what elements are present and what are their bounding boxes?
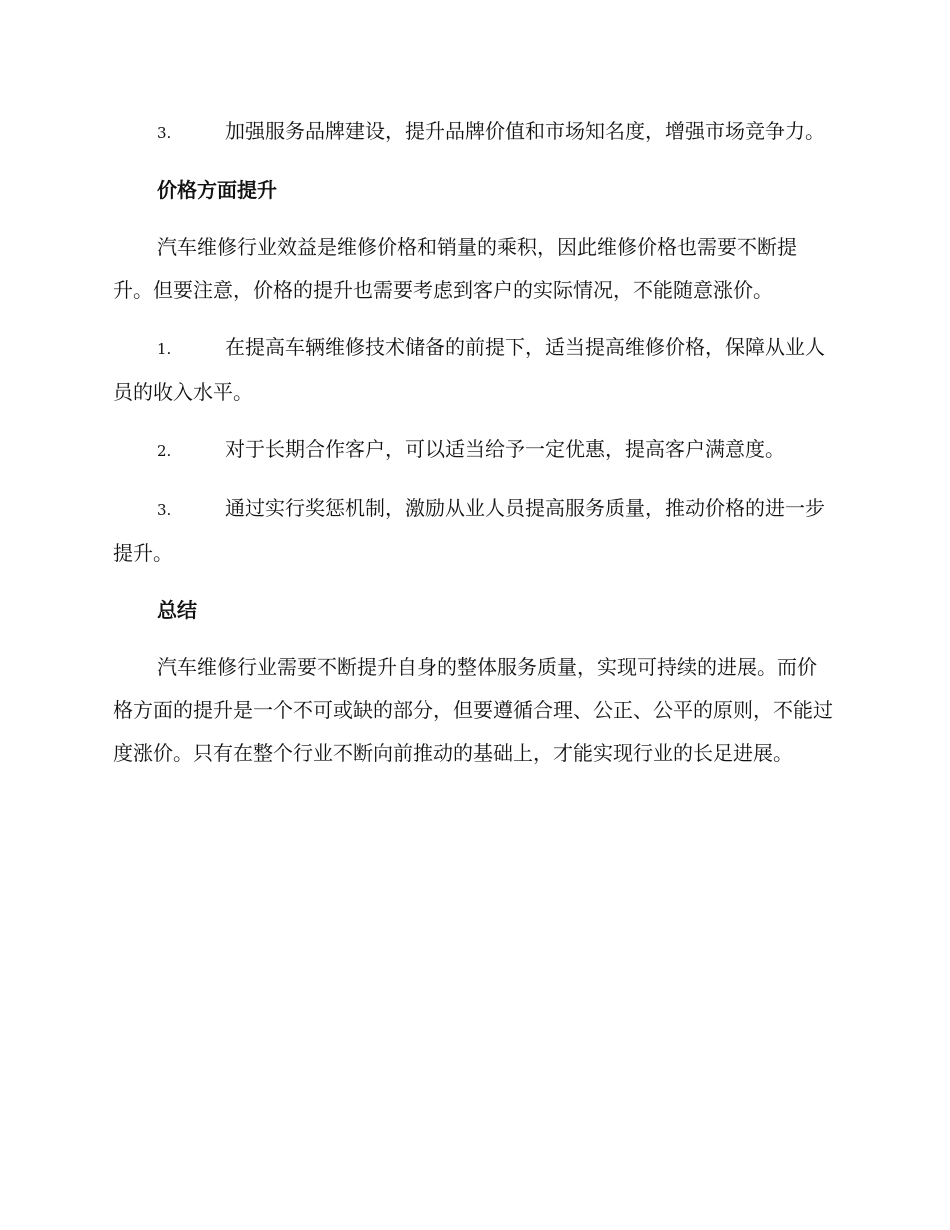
list-text: 通过实行奖惩机制，激励从业人员提高服务质量，推动价格的进一步提升。 bbox=[113, 496, 825, 565]
list-text: 对于长期合作客户，可以适当给予一定优惠，提高客户满意度。 bbox=[225, 437, 785, 461]
list-item bbox=[113, 428, 833, 473]
document-body bbox=[113, 110, 833, 775]
list-item bbox=[113, 110, 833, 155]
list-text: 加强服务品牌建设，提升品牌价值和市场知名度，增强市场竞争力。 bbox=[225, 119, 825, 143]
list-item bbox=[113, 487, 833, 575]
list-number: 2. bbox=[157, 442, 172, 460]
section-heading-price: 价格方面提升 bbox=[157, 178, 277, 202]
list-item bbox=[113, 326, 833, 414]
summary-paragraph: 汽车维修行业需要不断提升自身的整体服务质量，实现可持续的进展。而价格方面的提升是一个不可或缺的部分，但要遵循合理、公正、公平的原则，不能过度涨价。只有在整个行业不断向前推动的基础上，才能实现行业的长足进展。 bbox=[113, 655, 833, 765]
list-text: 在提高车辆维修技术储备的前提下，适当提高维修价格，保障从业人员的收入水平。 bbox=[113, 335, 825, 404]
section-intro-paragraph: 汽车维修行业效益是维修价格和销量的乘积，因此维修价格也需要不断提升。但要注意，价格的提升也需要考虑到客户的实际情况，不能随意涨价。 bbox=[113, 235, 797, 302]
list-number: 3. bbox=[157, 501, 172, 519]
list-number: 1. bbox=[157, 340, 172, 358]
list-number: 3. bbox=[157, 124, 172, 142]
section-heading-summary: 总结 bbox=[157, 598, 197, 622]
